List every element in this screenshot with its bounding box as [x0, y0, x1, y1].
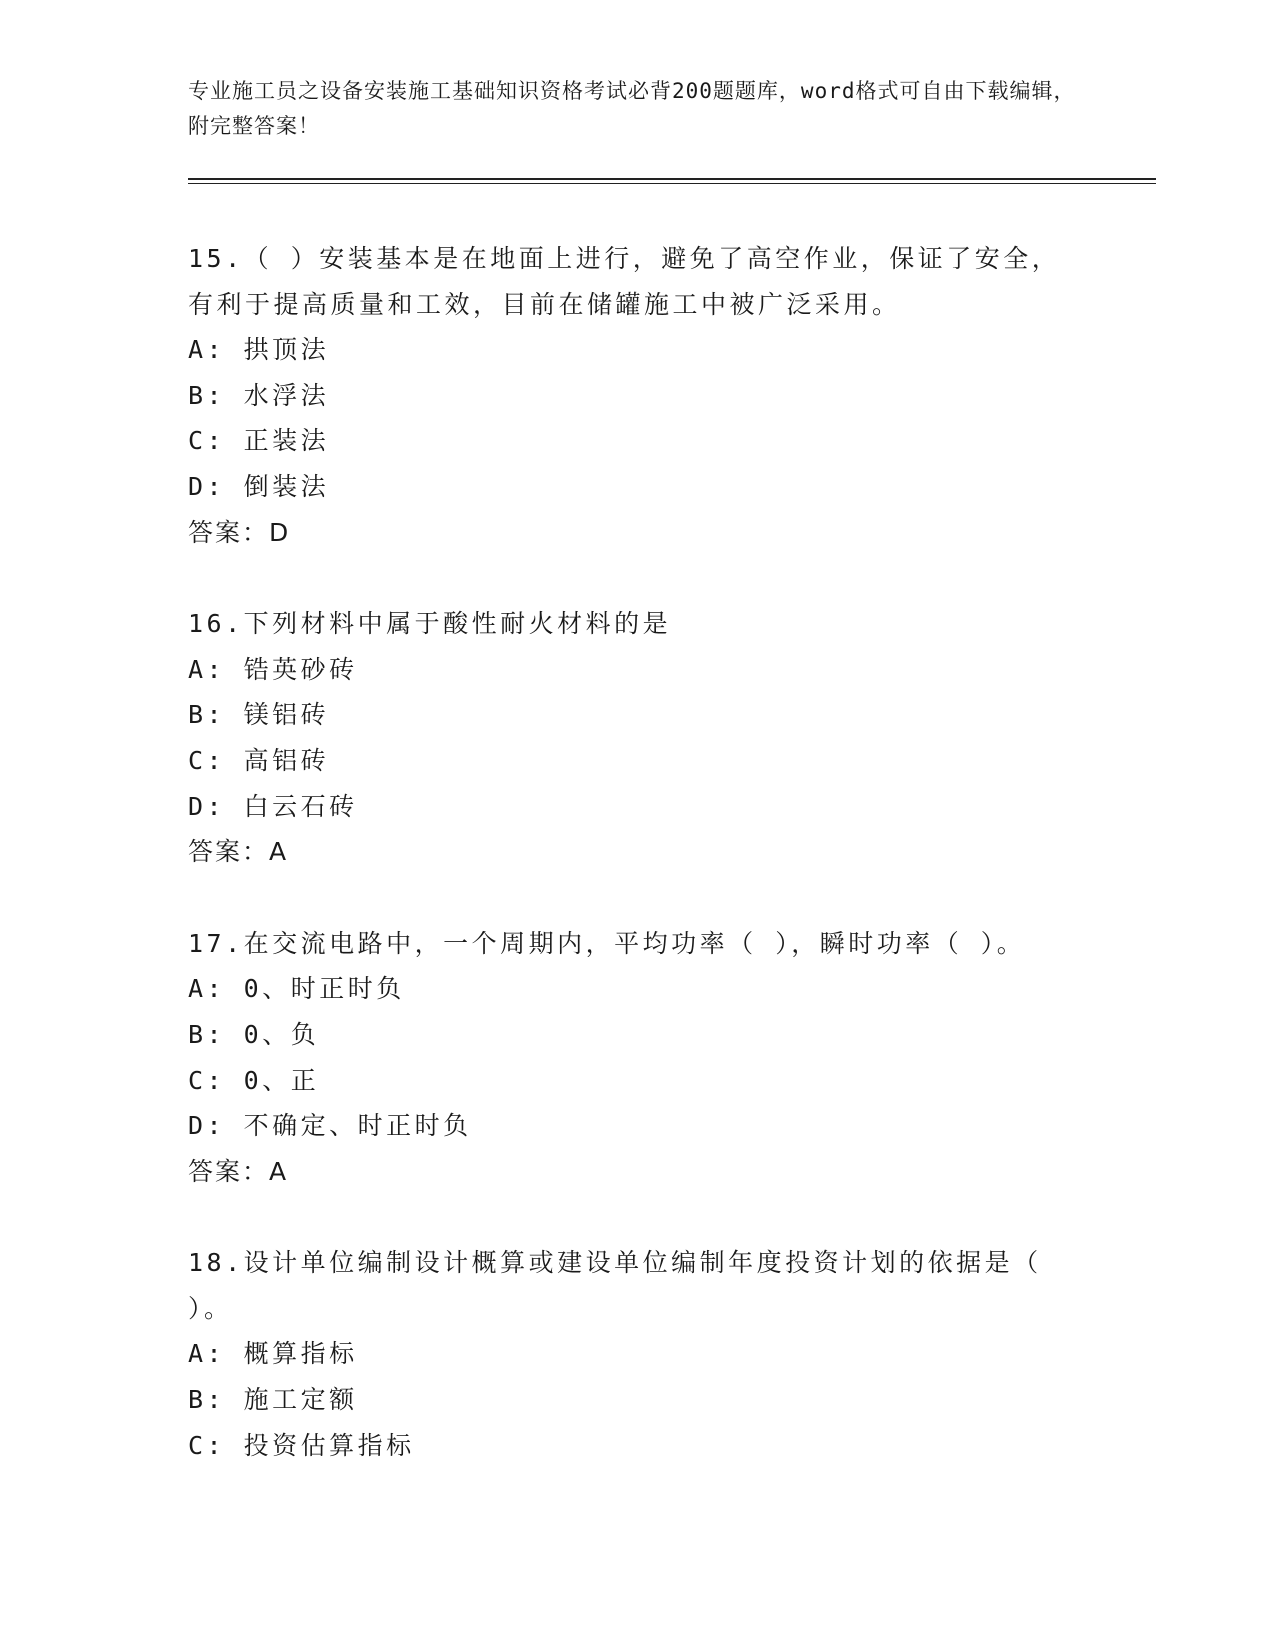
- option-b: B: 施工定额: [188, 1385, 358, 1415]
- question-15: [188, 236, 1068, 555]
- header-divider-thin: [188, 183, 1156, 184]
- question-stem: 15.（ ）安装基本是在地面上进行，避免了高空作业，保证了安全，有利于提高质量和工效，目前在储罐施工中被广泛采用。: [188, 244, 1061, 319]
- question-list: [188, 236, 1068, 1468]
- option-a: A: 0、时正时负: [188, 974, 405, 1004]
- question-18: [188, 1240, 1068, 1468]
- question-stem: 18.设计单位编制设计概算或建设单位编制年度投资计划的依据是（ ）。: [188, 1248, 1061, 1323]
- document-header: 专业施工员之设备安装施工基础知识资格考试必背200题题库，word格式可自由下载编辑，附完整答案！: [188, 79, 1076, 138]
- header-divider-thick: [188, 178, 1156, 180]
- question-16: [188, 601, 1068, 875]
- answer: 答案：D: [188, 517, 291, 547]
- option-d: D: 不确定、时正时负: [188, 1111, 472, 1141]
- option-a: A: 概算指标: [188, 1339, 358, 1369]
- question-spacer: [188, 555, 1068, 601]
- option-b: B: 水浮法: [188, 380, 330, 410]
- option-a: A: 拱顶法: [188, 335, 330, 365]
- question-stem: 17.在交流电路中，一个周期内，平均功率（ ），瞬时功率（ ）。: [188, 928, 1026, 958]
- option-a: A: 锆英砂砖: [188, 654, 358, 684]
- option-b: B: 镁铝砖: [188, 700, 330, 730]
- option-d: D: 倒装法: [188, 471, 330, 501]
- answer: 答案：A: [188, 837, 289, 867]
- option-c: C: 正装法: [188, 426, 330, 456]
- option-c: C: 高铝砖: [188, 745, 330, 775]
- question-spacer: [188, 875, 1068, 921]
- option-c: C: 投资估算指标: [188, 1430, 415, 1460]
- option-d: D: 白云石砖: [188, 791, 358, 821]
- option-c: C: 0、正: [188, 1065, 320, 1095]
- option-b: B: 0、负: [188, 1019, 320, 1049]
- answer: 答案：A: [188, 1156, 289, 1186]
- question-17: [188, 921, 1068, 1195]
- question-spacer: [188, 1194, 1068, 1240]
- question-stem: 16.下列材料中属于酸性耐火材料的是: [188, 609, 672, 639]
